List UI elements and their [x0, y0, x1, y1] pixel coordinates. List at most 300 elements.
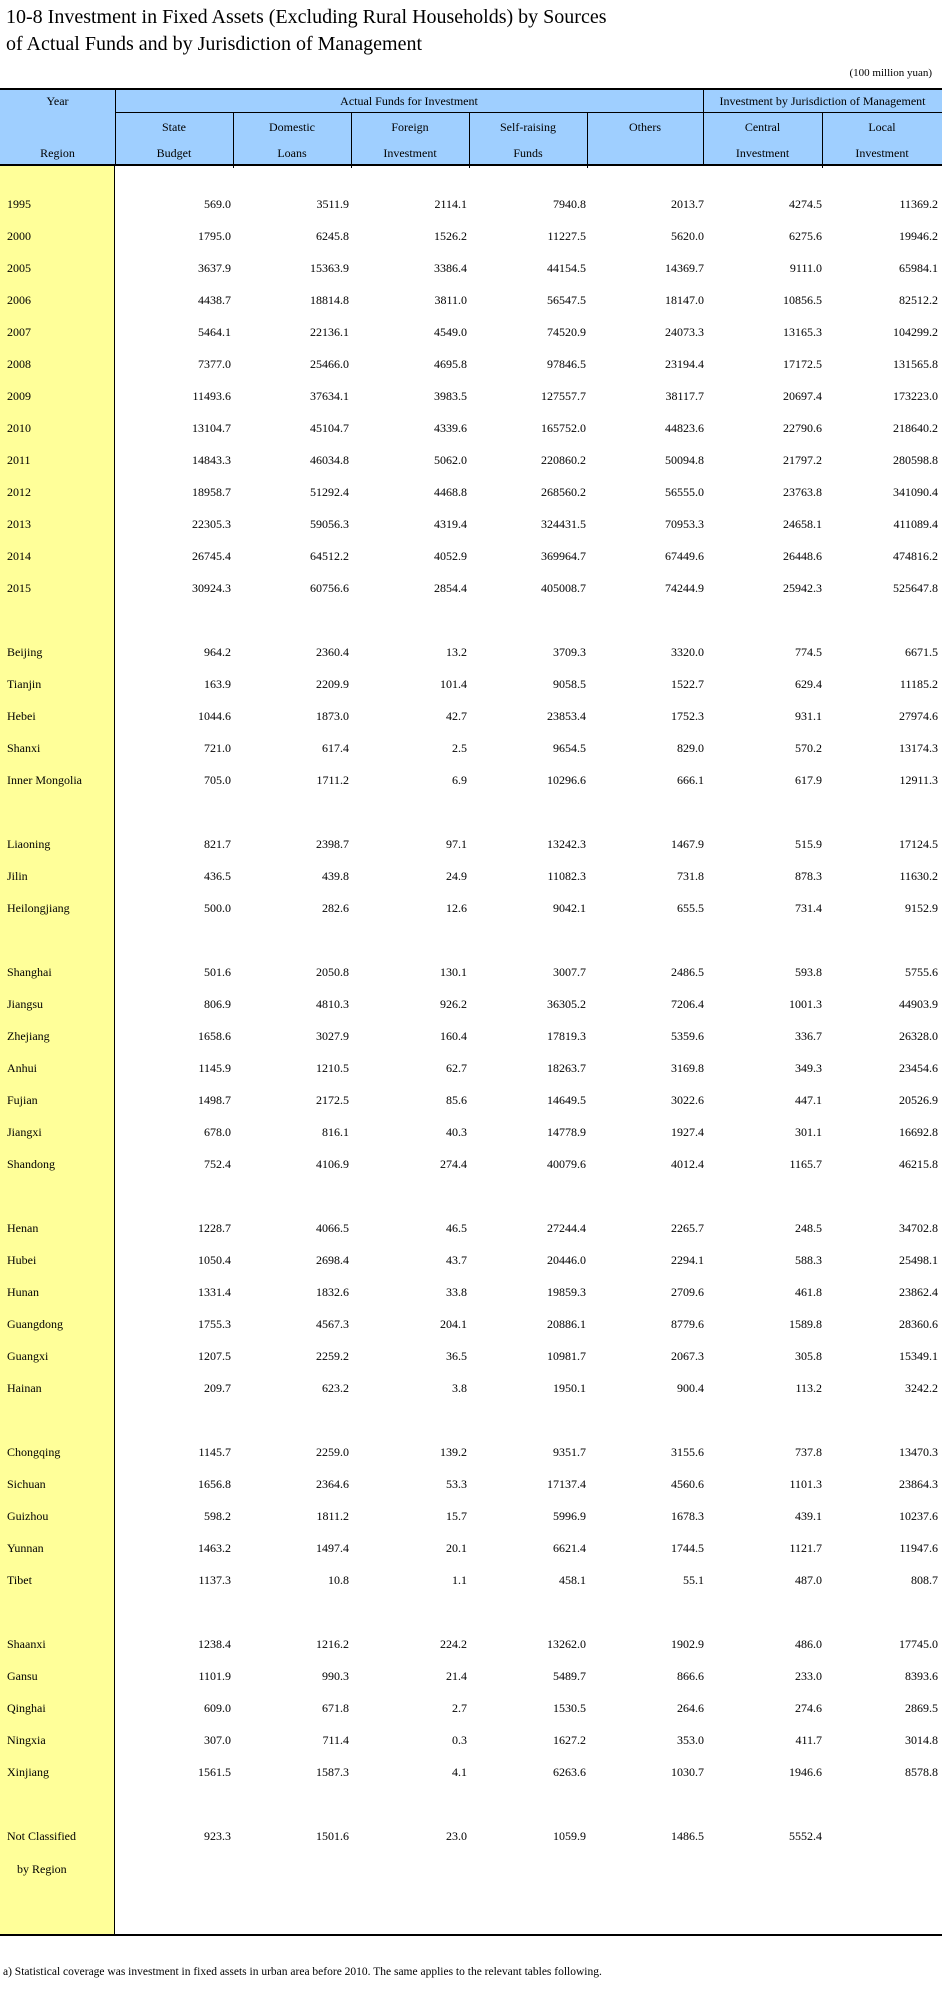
- cell-value: 515.9: [795, 837, 822, 851]
- cell-value: 2.7: [452, 1701, 467, 1715]
- cell-value: 1101.9: [198, 1669, 231, 1683]
- table-row: [0, 477, 942, 509]
- cell-value: 21797.2: [783, 453, 822, 467]
- header-col-others: Others: [629, 120, 661, 134]
- cell-value: 163.9: [204, 677, 231, 691]
- cell-value: 2265.7: [671, 1221, 704, 1235]
- cell-value: 6621.4: [553, 1541, 586, 1555]
- cell-value: 5489.7: [553, 1669, 586, 1683]
- cell-value: 23454.6: [899, 1061, 938, 1075]
- cell-value: 3811.0: [434, 293, 467, 307]
- cell-value: 113.2: [795, 1381, 822, 1395]
- cell-value: 51292.4: [310, 485, 349, 499]
- cell-value: 486.0: [795, 1637, 822, 1651]
- table-row: [0, 1085, 942, 1117]
- cell-value: 139.2: [440, 1445, 467, 1459]
- cell-value: 569.0: [204, 197, 231, 211]
- row-label: 2013: [7, 517, 31, 531]
- cell-value: 25466.0: [310, 357, 349, 371]
- row-label: Tibet: [7, 1573, 32, 1587]
- cell-value: 15.7: [446, 1509, 467, 1523]
- cell-value: 23864.3: [899, 1477, 938, 1491]
- cell-value: 17819.3: [547, 1029, 586, 1043]
- cell-value: 4066.5: [316, 1221, 349, 1235]
- cell-value: 447.1: [795, 1093, 822, 1107]
- cell-value: 1530.5: [553, 1701, 586, 1715]
- cell-value: 53.3: [446, 1477, 467, 1491]
- cell-value: 721.0: [204, 741, 231, 755]
- row-label: Chongqing: [7, 1445, 61, 1459]
- cell-value: 2013.7: [671, 197, 704, 211]
- table-row: [0, 1053, 942, 1085]
- cell-value: 878.3: [795, 869, 822, 883]
- cell-value: 43.7: [446, 1253, 467, 1267]
- cell-value: 1059.9: [553, 1829, 586, 1843]
- cell-value: 20.1: [446, 1541, 467, 1555]
- cell-value: 9152.9: [905, 901, 938, 915]
- cell-value: 4.1: [452, 1765, 467, 1779]
- cell-value: 617.9: [795, 773, 822, 787]
- cell-value: 13242.3: [547, 837, 586, 851]
- cell-value: 97846.5: [547, 357, 586, 371]
- cell-value: 26745.4: [192, 549, 231, 563]
- cell-value: 62.7: [446, 1061, 467, 1075]
- cell-value: 1228.7: [198, 1221, 231, 1235]
- table-row: [0, 637, 942, 669]
- cell-value: 12911.3: [899, 773, 938, 787]
- cell-value: 1950.1: [553, 1381, 586, 1395]
- cell-value: 19859.3: [547, 1285, 586, 1299]
- row-label: 2012: [7, 485, 31, 499]
- cell-value: 436.5: [204, 869, 231, 883]
- cell-value: 2486.5: [671, 965, 704, 979]
- cell-value: 487.0: [795, 1573, 822, 1587]
- cell-value: 23.0: [446, 1829, 467, 1843]
- cell-value: 808.7: [911, 1573, 938, 1587]
- cell-value: 10.8: [328, 1573, 349, 1587]
- cell-value: 17172.5: [783, 357, 822, 371]
- cell-value: 2067.3: [671, 1349, 704, 1363]
- row-label: Heilongjiang: [7, 901, 70, 915]
- cell-value: 2709.6: [671, 1285, 704, 1299]
- cell-value: 349.3: [795, 1061, 822, 1075]
- cell-value: 11630.2: [899, 869, 938, 883]
- table-row: [0, 829, 942, 861]
- cell-value: 25498.1: [899, 1253, 938, 1267]
- header-col-foreign-investment-2: Investment: [383, 146, 437, 160]
- row-label: Beijing: [7, 645, 43, 659]
- cell-value: 27974.6: [899, 709, 938, 723]
- row-label: Inner Mongolia: [7, 773, 82, 787]
- cell-value: 46034.8: [310, 453, 349, 467]
- cell-value: 18958.7: [192, 485, 231, 499]
- cell-value: 1561.5: [198, 1765, 231, 1779]
- cell-value: 1946.6: [789, 1765, 822, 1779]
- cell-value: 44154.5: [547, 261, 586, 275]
- cell-value: 23763.8: [783, 485, 822, 499]
- cell-value: 1210.5: [316, 1061, 349, 1075]
- table-row: [0, 1245, 942, 1277]
- row-label: Hunan: [7, 1285, 39, 1299]
- cell-value: 671.8: [322, 1701, 349, 1715]
- cell-value: 353.0: [677, 1733, 704, 1747]
- cell-value: 9042.1: [553, 901, 586, 915]
- row-label: Jilin: [7, 869, 28, 883]
- cell-value: 14778.9: [547, 1125, 586, 1139]
- cell-value: 274.6: [795, 1701, 822, 1715]
- table-row: [0, 893, 942, 925]
- table-row: [0, 669, 942, 701]
- cell-value: 8578.8: [905, 1765, 938, 1779]
- cell-value: 204.1: [440, 1317, 467, 1331]
- cell-value: 2698.4: [316, 1253, 349, 1267]
- row-label: Hubei: [7, 1253, 37, 1267]
- cell-value: 301.1: [795, 1125, 822, 1139]
- cell-value: 23194.4: [665, 357, 704, 371]
- row-label: Henan: [7, 1221, 39, 1235]
- cell-value: 5620.0: [671, 229, 704, 243]
- cell-value: 11369.2: [899, 197, 938, 211]
- cell-value: 23853.4: [547, 709, 586, 723]
- cell-value: 1498.7: [198, 1093, 231, 1107]
- cell-value: 816.1: [322, 1125, 349, 1139]
- table-row: [0, 861, 942, 893]
- cell-value: 18814.8: [310, 293, 349, 307]
- table-row: [0, 413, 942, 445]
- table-title: [6, 4, 926, 58]
- header-col-domestic-loans-2: Loans: [277, 146, 307, 160]
- unit-label: (100 million yuan): [849, 67, 932, 79]
- cell-value: 1627.2: [553, 1733, 586, 1747]
- cell-value: 9351.7: [553, 1445, 586, 1459]
- cell-value: 829.0: [677, 741, 704, 755]
- cell-value: 5464.1: [198, 325, 231, 339]
- cell-value: 160.4: [440, 1029, 467, 1043]
- table-row: [0, 349, 942, 381]
- row-label: Shanxi: [7, 741, 41, 755]
- cell-value: 28360.6: [899, 1317, 938, 1331]
- cell-value: 173223.0: [893, 389, 938, 403]
- cell-value: 165752.0: [541, 421, 586, 435]
- cell-value: 1873.0: [316, 709, 349, 723]
- cell-value: 14649.5: [547, 1093, 586, 1107]
- cell-value: 1526.2: [434, 229, 467, 243]
- cell-value: 1467.9: [671, 837, 704, 851]
- cell-value: 17124.5: [899, 837, 938, 851]
- table-row: [0, 285, 942, 317]
- row-label: Not Classified: [7, 1829, 76, 1843]
- cell-value: 4052.9: [434, 549, 467, 563]
- header-col-self-raising-2: Funds: [513, 146, 543, 160]
- header-year: Year: [46, 94, 69, 108]
- cell-value: 4106.9: [316, 1157, 349, 1171]
- cell-value: 1207.5: [198, 1349, 231, 1363]
- cell-value: 964.2: [204, 645, 231, 659]
- row-label: Tianjin: [7, 677, 42, 691]
- cell-value: 6263.6: [553, 1765, 586, 1779]
- row-label: Guangxi: [7, 1349, 49, 1363]
- row-label: 2014: [7, 549, 31, 563]
- cell-value: 3242.2: [905, 1381, 938, 1395]
- cell-value: 74244.9: [665, 581, 704, 595]
- table-row: [0, 1277, 942, 1309]
- cell-value: 104299.2: [893, 325, 938, 339]
- table-row: [0, 1629, 942, 1661]
- cell-value: 55.1: [683, 1573, 704, 1587]
- cell-value: 1050.4: [198, 1253, 231, 1267]
- cell-value: 731.4: [795, 901, 822, 915]
- cell-value: 3014.8: [905, 1733, 938, 1747]
- header-divider: [115, 112, 942, 113]
- cell-value: 46.5: [446, 1221, 467, 1235]
- cell-value: 474816.2: [893, 549, 938, 563]
- cell-value: 1902.9: [671, 1637, 704, 1651]
- header-region: Region: [40, 146, 75, 160]
- cell-value: 1101.3: [789, 1477, 822, 1491]
- cell-value: 127557.7: [541, 389, 586, 403]
- cell-value: 3007.7: [553, 965, 586, 979]
- cell-value: 1137.3: [198, 1573, 231, 1587]
- table-row: [0, 957, 942, 989]
- cell-value: 17745.0: [899, 1637, 938, 1651]
- cell-value: 65984.1: [899, 261, 938, 275]
- cell-value: 22790.6: [783, 421, 822, 435]
- cell-value: 7940.8: [553, 197, 586, 211]
- cell-value: 341090.4: [893, 485, 938, 499]
- cell-value: 1811.2: [316, 1509, 349, 1523]
- cell-value: 97.1: [446, 837, 467, 851]
- cell-value: 13470.3: [899, 1445, 938, 1459]
- table-row: [0, 1757, 942, 1789]
- cell-value: 1587.3: [316, 1765, 349, 1779]
- cell-value: 1238.4: [198, 1637, 231, 1651]
- cell-value: 737.8: [795, 1445, 822, 1459]
- row-label: Ningxia: [7, 1733, 46, 1747]
- cell-value: 5996.9: [553, 1509, 586, 1523]
- cell-value: 40079.6: [547, 1157, 586, 1171]
- cell-value: 24.9: [446, 869, 467, 883]
- table-row: [0, 701, 942, 733]
- cell-value: 731.8: [677, 869, 704, 883]
- cell-value: 609.0: [204, 1701, 231, 1715]
- row-label: 2005: [7, 261, 31, 275]
- cell-value: 2294.1: [671, 1253, 704, 1267]
- cell-value: 1463.2: [198, 1541, 231, 1555]
- cell-value: 1744.5: [671, 1541, 704, 1555]
- cell-value: 439.1: [795, 1509, 822, 1523]
- cell-value: 26328.0: [899, 1029, 938, 1043]
- table-row: [0, 1373, 942, 1405]
- cell-value: 44903.9: [899, 997, 938, 1011]
- cell-value: 59056.3: [310, 517, 349, 531]
- cell-value: 13174.3: [899, 741, 938, 755]
- cell-value: 3022.6: [671, 1093, 704, 1107]
- cell-value: 101.4: [440, 677, 467, 691]
- cell-value: 2360.4: [316, 645, 349, 659]
- table-row: [0, 1501, 942, 1533]
- cell-value: 11947.6: [899, 1541, 938, 1555]
- cell-value: 130.1: [440, 965, 467, 979]
- cell-value: 2209.9: [316, 677, 349, 691]
- header-col-foreign-investment: Foreign: [391, 120, 429, 134]
- cell-value: 1678.3: [671, 1509, 704, 1523]
- cell-value: 3027.9: [316, 1029, 349, 1043]
- cell-value: 1497.4: [316, 1541, 349, 1555]
- table-body: [0, 166, 942, 1934]
- cell-value: 666.1: [677, 773, 704, 787]
- cell-value: 4695.8: [434, 357, 467, 371]
- cell-value: 20697.4: [783, 389, 822, 403]
- cell-value: 3511.9: [316, 197, 349, 211]
- cell-value: 2050.8: [316, 965, 349, 979]
- cell-value: 220860.2: [541, 453, 586, 467]
- cell-value: 9058.5: [553, 677, 586, 691]
- footnote: a) Statistical coverage was investment in fixed assets in urban area before 2010. The same applies to the relevant tables following.: [3, 1966, 602, 1978]
- cell-value: 19946.2: [899, 229, 938, 243]
- cell-value: 806.9: [204, 997, 231, 1011]
- cell-value: 369964.7: [541, 549, 586, 563]
- cell-value: 131565.8: [893, 357, 938, 371]
- cell-value: 461.8: [795, 1285, 822, 1299]
- cell-value: 10981.7: [547, 1349, 586, 1363]
- cell-value: 20886.1: [547, 1317, 586, 1331]
- cell-value: 11082.3: [547, 869, 586, 883]
- cell-value: 629.4: [795, 677, 822, 691]
- table-row: [0, 317, 942, 349]
- title-line-2: of Actual Funds and by Jurisdiction of Management: [6, 33, 423, 55]
- cell-value: 15349.1: [899, 1349, 938, 1363]
- cell-value: 1.1: [452, 1573, 467, 1587]
- cell-value: 274.4: [440, 1157, 467, 1171]
- cell-value: 11185.2: [899, 677, 938, 691]
- cell-value: 2114.1: [434, 197, 467, 211]
- row-label: Fujian: [7, 1093, 38, 1107]
- table-row: [0, 189, 942, 221]
- cell-value: 9111.0: [789, 261, 822, 275]
- header-col-self-raising: Self-raising: [500, 120, 556, 134]
- row-label: Hainan: [7, 1381, 42, 1395]
- table-row: [0, 1533, 942, 1565]
- cell-value: 411.7: [795, 1733, 822, 1747]
- cell-value: 411089.4: [893, 517, 938, 531]
- cell-value: 1832.6: [316, 1285, 349, 1299]
- cell-value: 8393.6: [905, 1669, 938, 1683]
- cell-value: 990.3: [322, 1669, 349, 1683]
- cell-value: 4549.0: [434, 325, 467, 339]
- row-label: Liaoning: [7, 837, 51, 851]
- row-label: Shanghai: [7, 965, 52, 979]
- cell-value: 3386.4: [434, 261, 467, 275]
- cell-value: 678.0: [204, 1125, 231, 1139]
- cell-value: 2259.0: [316, 1445, 349, 1459]
- table-header: [0, 88, 942, 166]
- cell-value: 1501.6: [316, 1829, 349, 1843]
- cell-value: 268560.2: [541, 485, 586, 499]
- cell-value: 2398.7: [316, 837, 349, 851]
- cell-value: 305.8: [795, 1349, 822, 1363]
- cell-value: 36305.2: [547, 997, 586, 1011]
- cell-value: 74520.9: [547, 325, 586, 339]
- header-group-jurisdiction: Investment by Jurisdiction of Management: [719, 94, 926, 108]
- cell-value: 17137.4: [547, 1477, 586, 1491]
- table-bottom-rule: [0, 1934, 942, 1936]
- cell-value: 11493.6: [192, 389, 231, 403]
- row-label: Hebei: [7, 709, 36, 723]
- cell-value: 36.5: [446, 1349, 467, 1363]
- cell-value: 5359.6: [671, 1029, 704, 1043]
- row-label: 2007: [7, 325, 31, 339]
- cell-value: 336.7: [795, 1029, 822, 1043]
- cell-value: 24658.1: [783, 517, 822, 531]
- header-col-domestic-loans: Domestic: [269, 120, 315, 134]
- cell-value: 10296.6: [547, 773, 586, 787]
- table-row: [0, 1469, 942, 1501]
- cell-value: 1145.9: [198, 1061, 231, 1075]
- cell-value: 2869.5: [905, 1701, 938, 1715]
- cell-value: 85.6: [446, 1093, 467, 1107]
- cell-value: 931.1: [795, 709, 822, 723]
- header-col-central: Central: [744, 120, 781, 134]
- cell-value: 1795.0: [198, 229, 231, 243]
- row-label: 2009: [7, 389, 31, 403]
- cell-value: 926.2: [440, 997, 467, 1011]
- row-label: 2011: [7, 453, 31, 467]
- cell-value: 4339.6: [434, 421, 467, 435]
- cell-value: 4560.6: [671, 1477, 704, 1491]
- cell-value: 2364.6: [316, 1477, 349, 1491]
- cell-value: 598.2: [204, 1509, 231, 1523]
- cell-value: 3637.9: [198, 261, 231, 275]
- table-row: [0, 1021, 942, 1053]
- header-group-actual-funds: Actual Funds for Investment: [340, 94, 478, 108]
- cell-value: 280598.8: [893, 453, 938, 467]
- cell-value: 1030.7: [671, 1765, 704, 1779]
- cell-value: 14843.3: [192, 453, 231, 467]
- header-col-state-budget-2: Budget: [156, 146, 192, 160]
- table-row: [0, 1661, 942, 1693]
- cell-value: 67449.6: [665, 549, 704, 563]
- row-label: Guizhou: [7, 1509, 49, 1523]
- row-label-continued: by Region: [17, 1862, 67, 1876]
- cell-value: 33.8: [446, 1285, 467, 1299]
- cell-value: 5755.6: [905, 965, 938, 979]
- table-row: [0, 541, 942, 573]
- cell-value: 10856.5: [783, 293, 822, 307]
- row-label: Zhejiang: [7, 1029, 50, 1043]
- row-label: Yunnan: [7, 1541, 44, 1555]
- row-label: Xinjiang: [7, 1765, 49, 1779]
- cell-value: 18147.0: [665, 293, 704, 307]
- cell-value: 70953.3: [665, 517, 704, 531]
- cell-value: 7206.4: [671, 997, 704, 1011]
- cell-value: 218640.2: [893, 421, 938, 435]
- cell-value: 13262.0: [547, 1637, 586, 1651]
- cell-value: 4468.8: [434, 485, 467, 499]
- cell-value: 56547.5: [547, 293, 586, 307]
- cell-value: 4012.4: [671, 1157, 704, 1171]
- cell-value: 4567.3: [316, 1317, 349, 1331]
- cell-value: 1927.4: [671, 1125, 704, 1139]
- table-row: [0, 381, 942, 413]
- cell-value: 40.3: [446, 1125, 467, 1139]
- cell-value: 3155.6: [671, 1445, 704, 1459]
- table-row: [0, 573, 942, 605]
- cell-value: 1044.6: [198, 709, 231, 723]
- cell-value: 6245.8: [316, 229, 349, 243]
- cell-value: 6275.6: [789, 229, 822, 243]
- cell-value: 46215.8: [899, 1157, 938, 1171]
- data-table: [0, 88, 942, 1934]
